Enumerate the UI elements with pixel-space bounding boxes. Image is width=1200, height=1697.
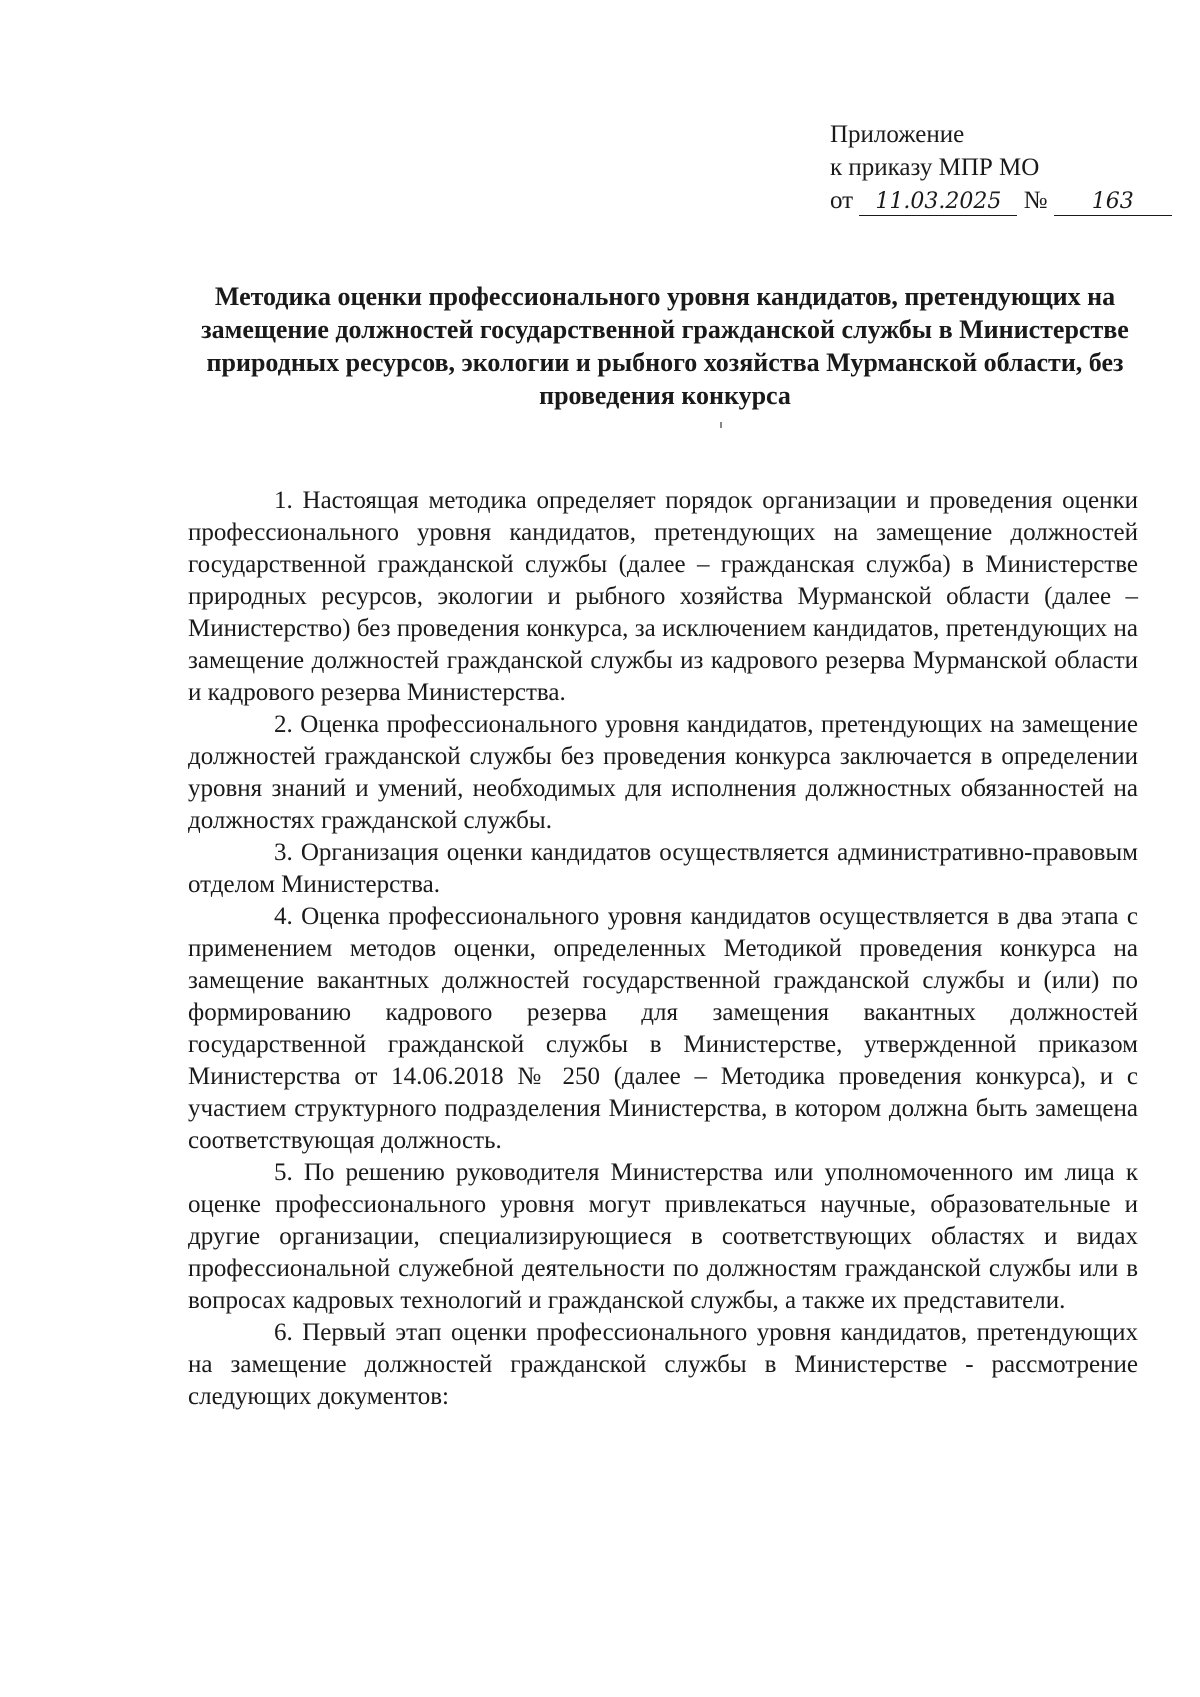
paragraph-1: 1. Настоящая методика определяет порядок организации и проведения оценки профессионального уровня кандидатов, претендующих на замещение должностей государственной гражданской службы (далее – гражданская служба) в Министерстве природных ресурсов, экологии и рыбного хозяйства Мурманской области (далее – Министерство) без проведения конкурса, за исключением кандидатов, претендующих на замещение должностей гражданской службы из кадрового резерва Мурманской области и кадрового резерва Министерства. — [188, 487, 1138, 706]
paragraph-3: 3. Организация оценки кандидатов осуществляется административно-правовым отделом Министерства. — [188, 839, 1138, 898]
document-title: Методика оценки профессионального уровня кандидатов, претендующих на замещение должностей государственной гражданской службы в Министерстве природных ресурсов, экологии и рыбного хозяйства Мурманской области, без проведения конкурса — [201, 282, 1129, 410]
appendix-order-reference: к приказу МПР МО — [830, 154, 1040, 181]
appendix-number-label: № — [1023, 187, 1048, 214]
appendix-from-label: от — [830, 187, 854, 214]
document-body — [188, 485, 1138, 1413]
paragraph-6: 6. Первый этап оценки профессионального уровня кандидатов, претендующих на замещение должностей гражданской службы в Министерстве - рассмотрение следующих документов: — [188, 1319, 1138, 1410]
scan-mark — [720, 422, 722, 428]
appendix-label: Приложение — [830, 121, 965, 148]
appendix-number-handwritten: 163 — [1054, 189, 1172, 216]
paragraph-4: 4. Оценка профессионального уровня кандидатов осуществляется в два этапа с применением методов оценки, определенных Методикой проведения конкурса на замещение вакантных должностей государственной гражданской службы и (или) по формированию кадрового резерва для замещения вакантных должностей государственной гражданской службы в Министерстве, утвержденной приказом Министерства от 14.06.2018 № 250 (далее – Методика проведения конкурса), и с участием структурного подразделения Министерства, в котором должна быть замещена соответствующая должность. — [188, 903, 1138, 1154]
paragraph-2: 2. Оценка профессионального уровня кандидатов, претендующих на замещение должностей гражданской службы без проведения конкурса заключается в определении уровня знаний и умений, необходимых для исполнения должностных обязанностей на должностях гражданской службы. — [188, 711, 1138, 834]
appendix-date-handwritten: 11.03.2025 — [859, 189, 1017, 216]
paragraph-5: 5. По решению руководителя Министерства или уполномоченного им лица к оценке профессионального уровня могут привлекаться научные, образовательные и другие организации, специализирующиеся в соответствующих областях и видах профессиональной служебной деятельности по должностям гражданской службы или в вопросах кадровых технологий и гражданской службы, а также их представители. — [188, 1159, 1138, 1314]
appendix-block — [830, 118, 1160, 217]
appendix-date-number — [830, 184, 1160, 217]
